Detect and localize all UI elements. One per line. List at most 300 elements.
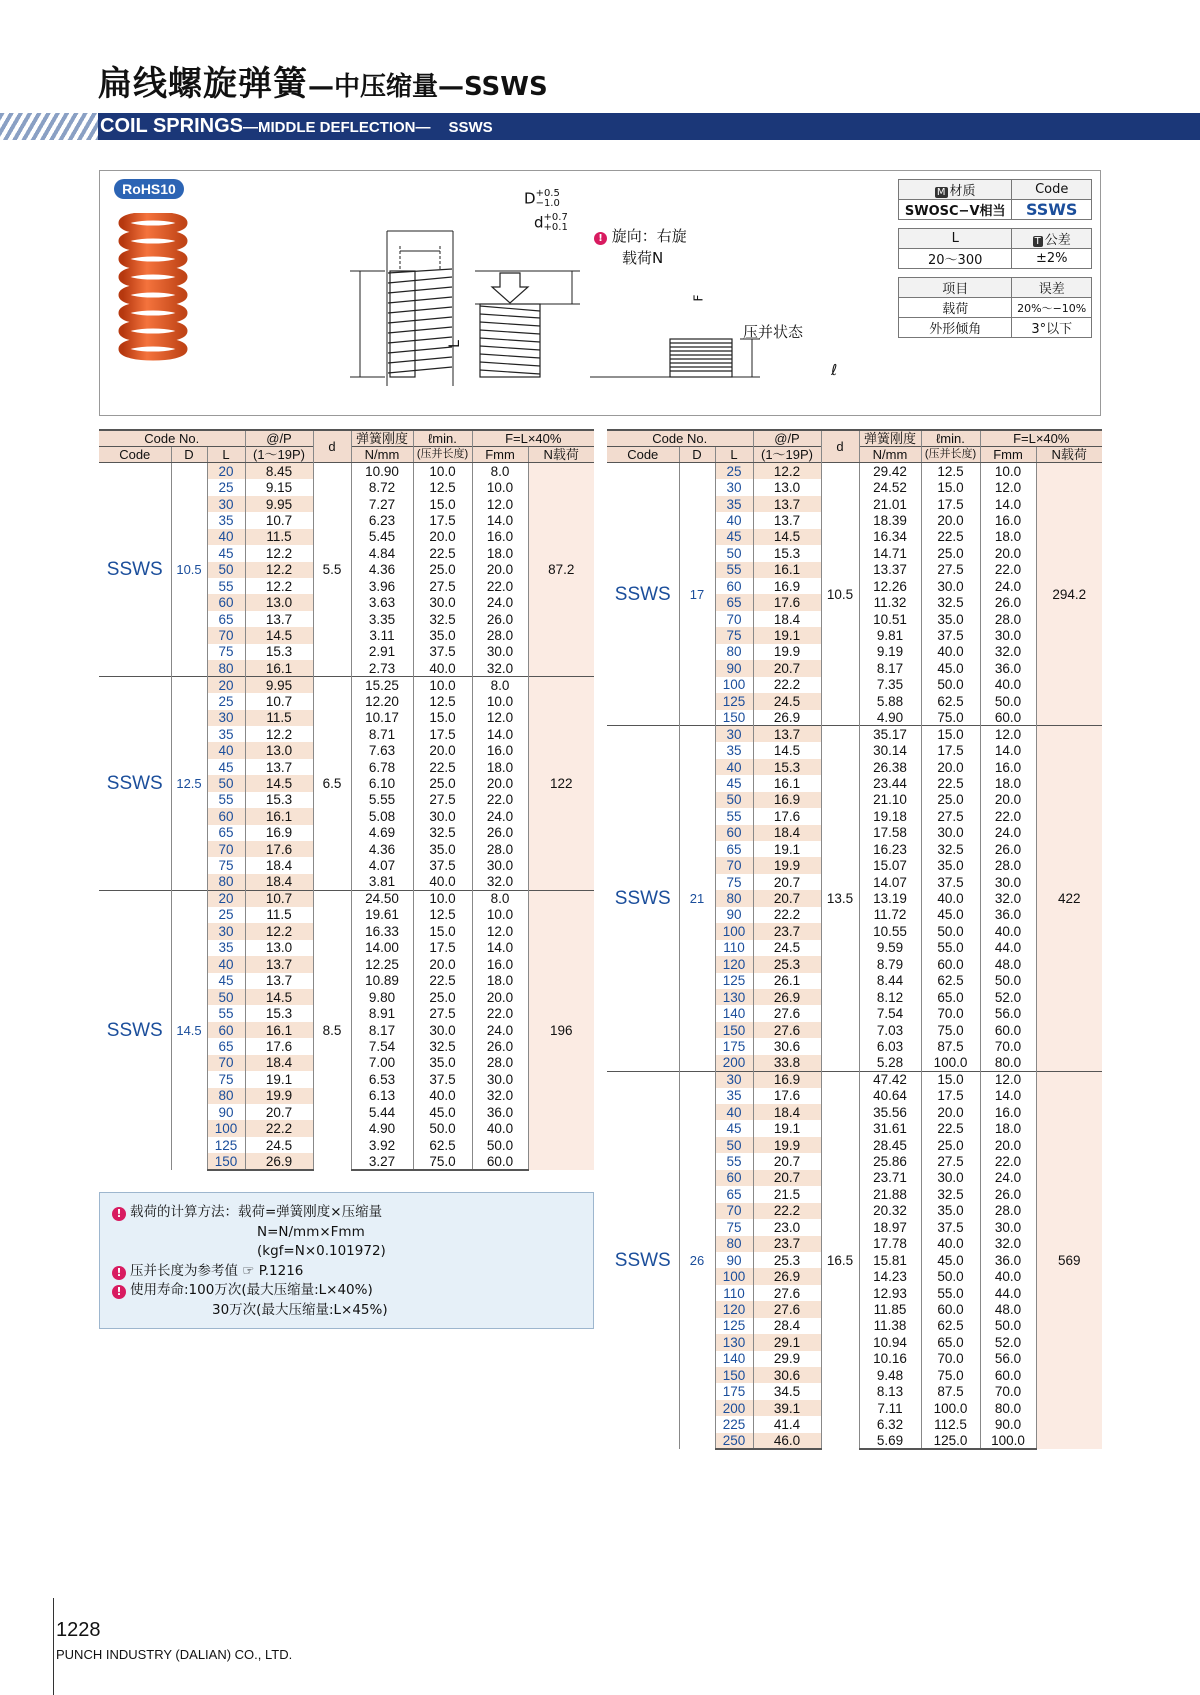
hand-pointer-icon: ☞ — [242, 1262, 255, 1279]
rate-cell: 3.27 — [351, 1153, 413, 1169]
pitch-cell: 18.4 — [245, 857, 313, 873]
solid-length-cell: 32.5 — [413, 1038, 472, 1054]
length-cell: 60 — [207, 594, 245, 610]
outer-d-cell: 17 — [679, 463, 715, 726]
length-cell: 75 — [207, 644, 245, 660]
pitch-cell: 19.1 — [753, 841, 821, 857]
deflection-cell: 70.0 — [980, 1038, 1036, 1054]
deflection-cell: 20.0 — [472, 562, 528, 578]
pitch-cell: 23.7 — [753, 1236, 821, 1252]
rate-cell: 11.85 — [859, 1301, 921, 1317]
length-cell: 45 — [715, 1120, 753, 1136]
th-fl: F=L×40% — [980, 430, 1102, 447]
pitch-cell: 12.2 — [245, 726, 313, 742]
solid-length-cell: 30.0 — [413, 594, 472, 610]
pitch-cell: 20.7 — [245, 1104, 313, 1120]
rate-cell: 8.12 — [859, 989, 921, 1005]
deflection-cell: 26.0 — [472, 611, 528, 627]
length-cell: 35 — [715, 742, 753, 758]
rate-cell: 5.88 — [859, 693, 921, 709]
winding-note — [594, 225, 687, 246]
outer-d-cell: 14.5 — [171, 890, 207, 1169]
note-solid-length — [112, 1262, 581, 1282]
solid-length-cell: 10.0 — [413, 890, 472, 906]
note-3: 使用寿命:100万次(最大压缩量:L×40%) — [130, 1282, 373, 1298]
pitch-cell: 28.4 — [753, 1318, 821, 1334]
solid-length-cell: 45.0 — [921, 660, 980, 676]
deflection-cell: 26.0 — [980, 1186, 1036, 1202]
material-icon: M — [936, 187, 946, 198]
length-cell: 60 — [715, 1170, 753, 1186]
rate-cell: 12.26 — [859, 578, 921, 594]
deflection-cell: 28.0 — [472, 841, 528, 857]
rate-cell: 19.18 — [859, 808, 921, 824]
length-cell: 100 — [715, 677, 753, 693]
rate-cell: 3.11 — [351, 627, 413, 643]
pitch-cell: 22.2 — [245, 1120, 313, 1136]
deflection-cell: 24.0 — [472, 808, 528, 824]
pitch-cell: 41.4 — [753, 1416, 821, 1432]
rate-cell: 9.81 — [859, 627, 921, 643]
rate-cell: 7.11 — [859, 1400, 921, 1416]
pitch-cell: 13.7 — [753, 512, 821, 528]
title-en-sub: —MIDDLE DEFLECTION— — [243, 119, 431, 136]
solid-length-cell: 65.0 — [921, 1334, 980, 1350]
load-item: 载荷 — [899, 298, 1012, 318]
solid-length-cell: 62.5 — [921, 973, 980, 989]
solid-length-cell: 27.5 — [921, 808, 980, 824]
deflection-cell: 18.0 — [472, 973, 528, 989]
length-cell: 60 — [715, 825, 753, 841]
outer-d-cell: 10.5 — [171, 463, 207, 677]
dim-D — [524, 189, 560, 209]
length-tolerance: ±2% — [1012, 249, 1092, 269]
pitch-cell: 16.1 — [245, 808, 313, 824]
deflection-cell: 20.0 — [472, 775, 528, 791]
rate-cell: 7.03 — [859, 1022, 921, 1038]
rate-cell: 12.93 — [859, 1285, 921, 1301]
pitch-cell: 19.1 — [753, 627, 821, 643]
deflection-cell: 18.0 — [472, 545, 528, 561]
rate-cell: 14.00 — [351, 940, 413, 956]
pitch-cell: 14.5 — [753, 529, 821, 545]
pitch-cell: 13.7 — [245, 956, 313, 972]
deflection-cell: 14.0 — [472, 726, 528, 742]
rate-cell: 18.39 — [859, 512, 921, 528]
rate-cell: 23.44 — [859, 775, 921, 791]
pitch-cell: 27.6 — [753, 1022, 821, 1038]
length-cell: 40 — [715, 512, 753, 528]
note-3b: 30万次(最大压缩量:L×45%) — [212, 1301, 388, 1318]
length-cell: 60 — [207, 808, 245, 824]
solid-length-cell: 25.0 — [413, 989, 472, 1005]
title-cn-sub: —中压缩量—SSWS — [308, 72, 548, 102]
note-1c: (kgf=N×0.101972) — [257, 1243, 386, 1259]
rate-cell: 21.10 — [859, 792, 921, 808]
note-2: 压并长度为参考值 — [130, 1262, 238, 1279]
deflection-cell: 16.0 — [980, 512, 1036, 528]
th-nmm: N/mm — [859, 447, 921, 463]
code-hdr: Code — [1012, 180, 1092, 200]
load-cell: 569 — [1036, 1071, 1102, 1449]
deflection-cell: 22.0 — [980, 1153, 1036, 1169]
th-pitch: @/P — [245, 430, 313, 447]
length-cell: 55 — [207, 792, 245, 808]
solid-length-cell: 40.0 — [413, 874, 472, 890]
note-2-ref[interactable]: P.1216 — [258, 1262, 304, 1279]
th-pitch: @/P — [753, 430, 821, 447]
th-lmin2: (压并长度) — [413, 447, 472, 463]
deflection-cell: 48.0 — [980, 956, 1036, 972]
rate-cell: 8.44 — [859, 973, 921, 989]
length-cell: 80 — [715, 890, 753, 906]
pitch-cell: 15.3 — [245, 792, 313, 808]
solid-length-cell: 15.0 — [413, 710, 472, 726]
solid-length-cell: 40.0 — [921, 890, 980, 906]
solid-length-cell: 50.0 — [413, 1120, 472, 1136]
code-cell: SSWS — [99, 677, 171, 891]
deflection-cell: 44.0 — [980, 940, 1036, 956]
th-nload: N载荷 — [528, 447, 594, 463]
rate-cell: 5.55 — [351, 792, 413, 808]
wire-d-cell: 8.5 — [313, 890, 351, 1169]
length-cell: 65 — [715, 841, 753, 857]
rate-cell: 3.35 — [351, 611, 413, 627]
pitch-cell: 33.8 — [753, 1055, 821, 1071]
notes-box — [99, 1192, 594, 1329]
length-cell: 40 — [715, 1104, 753, 1120]
solid-length-cell: 60.0 — [921, 1301, 980, 1317]
deflection-cell: 60.0 — [980, 1022, 1036, 1038]
length-cell: 125 — [715, 1318, 753, 1334]
rate-cell: 4.90 — [351, 1120, 413, 1136]
length-cell: 75 — [207, 1071, 245, 1087]
pitch-cell: 20.7 — [753, 1153, 821, 1169]
pitch-cell: 16.9 — [753, 578, 821, 594]
length-cell: 50 — [715, 792, 753, 808]
deflection-cell: 24.0 — [472, 594, 528, 610]
length-cell: 70 — [715, 611, 753, 627]
length-cell: 90 — [715, 1252, 753, 1268]
pitch-cell: 27.6 — [753, 1005, 821, 1021]
dim-D-label: D — [524, 189, 536, 208]
pitch-cell: 15.3 — [753, 545, 821, 561]
wire-d-cell: 16.5 — [821, 1071, 859, 1449]
dim-d — [534, 213, 568, 233]
solid-length-cell: 27.5 — [413, 1005, 472, 1021]
solid-length-cell: 37.5 — [413, 644, 472, 660]
wire-d-cell: 13.5 — [821, 726, 859, 1071]
deflection-cell: 10.0 — [472, 479, 528, 495]
rate-cell: 31.61 — [859, 1120, 921, 1136]
pitch-cell: 16.9 — [245, 825, 313, 841]
rate-cell: 7.00 — [351, 1055, 413, 1071]
rate-cell: 9.48 — [859, 1367, 921, 1383]
deflection-cell: 32.0 — [980, 1236, 1036, 1252]
deflection-cell: 8.0 — [472, 463, 528, 479]
deflection-cell: 12.0 — [472, 710, 528, 726]
th-code-no: Code No. — [607, 430, 753, 447]
pitch-cell: 16.1 — [245, 660, 313, 676]
deflection-cell: 12.0 — [472, 923, 528, 939]
solid-length-cell: 62.5 — [921, 1318, 980, 1334]
item-hdr: 项目 — [899, 278, 1012, 298]
rate-cell: 8.13 — [859, 1383, 921, 1399]
th-D: D — [679, 447, 715, 463]
th-lmin: ℓmin. — [413, 430, 472, 447]
solid-length-cell: 55.0 — [921, 1285, 980, 1301]
rate-cell: 7.35 — [859, 677, 921, 693]
pitch-cell: 13.0 — [245, 594, 313, 610]
solid-length-cell: 25.0 — [921, 1137, 980, 1153]
deflection-cell: 24.0 — [980, 1170, 1036, 1186]
rate-cell: 15.81 — [859, 1252, 921, 1268]
length-cell: 80 — [715, 644, 753, 660]
rate-cell: 4.84 — [351, 545, 413, 561]
pitch-cell: 11.5 — [245, 710, 313, 726]
wire-d-cell: 5.5 — [313, 463, 351, 677]
spec-table-left — [99, 429, 594, 1171]
rate-cell: 11.72 — [859, 907, 921, 923]
title-cn: 扁线螺旋弹簧 — [98, 64, 308, 104]
deflection-cell: 56.0 — [980, 1005, 1036, 1021]
info-icon: ! — [112, 1266, 126, 1280]
deflection-cell: 36.0 — [472, 1104, 528, 1120]
deflection-cell: 22.0 — [472, 578, 528, 594]
load-cell: 87.2 — [528, 463, 594, 677]
deflection-cell: 16.0 — [980, 759, 1036, 775]
table-row — [99, 677, 594, 693]
length-cell: 130 — [715, 989, 753, 1005]
deflection-cell: 14.0 — [472, 512, 528, 528]
length-cell: 45 — [207, 973, 245, 989]
rate-cell: 9.19 — [859, 644, 921, 660]
deflection-cell: 50.0 — [980, 1318, 1036, 1334]
pitch-cell: 15.3 — [753, 759, 821, 775]
length-cell: 20 — [207, 677, 245, 693]
rate-cell: 29.42 — [859, 463, 921, 479]
solid-length-cell: 37.5 — [921, 874, 980, 890]
rate-cell: 7.63 — [351, 742, 413, 758]
pitch-cell: 17.6 — [753, 1088, 821, 1104]
length-cell: 35 — [207, 512, 245, 528]
code-cell: SSWS — [607, 726, 679, 1071]
rate-cell: 5.08 — [351, 808, 413, 824]
tolerance-hdr — [1012, 229, 1092, 249]
deflection-cell: 22.0 — [472, 1005, 528, 1021]
pitch-cell: 11.5 — [245, 529, 313, 545]
pitch-cell: 19.9 — [753, 1137, 821, 1153]
rate-cell: 2.91 — [351, 644, 413, 660]
pitch-cell: 27.6 — [753, 1301, 821, 1317]
rate-cell: 7.54 — [351, 1038, 413, 1054]
rate-cell: 6.78 — [351, 759, 413, 775]
th-nmm: N/mm — [351, 447, 413, 463]
rate-cell: 21.88 — [859, 1186, 921, 1202]
dim-D-tol-minus: −1.0 — [535, 198, 560, 209]
length-cell: 50 — [207, 562, 245, 578]
spec-table — [898, 179, 1092, 338]
rate-cell: 19.61 — [351, 907, 413, 923]
rate-cell: 12.20 — [351, 693, 413, 709]
rate-cell: 4.36 — [351, 562, 413, 578]
length-cell: 40 — [715, 759, 753, 775]
code-cell: SSWS — [99, 890, 171, 1169]
solid-length-cell: 17.5 — [921, 742, 980, 758]
solid-length-cell: 35.0 — [921, 611, 980, 627]
rate-cell: 13.37 — [859, 562, 921, 578]
deflection-cell: 20.0 — [472, 989, 528, 1005]
rate-cell: 5.45 — [351, 529, 413, 545]
tilt-item: 外形倾角 — [899, 318, 1012, 338]
rate-cell: 15.07 — [859, 857, 921, 873]
rate-cell: 16.33 — [351, 923, 413, 939]
deflection-cell: 60.0 — [980, 710, 1036, 726]
rohs-badge: RoHS10 — [114, 179, 184, 199]
deflection-cell: 70.0 — [980, 1383, 1036, 1399]
rate-cell: 10.55 — [859, 923, 921, 939]
deflection-cell: 40.0 — [980, 1268, 1036, 1284]
deflection-cell: 30.0 — [980, 874, 1036, 890]
deflection-cell: 16.0 — [980, 1104, 1036, 1120]
rate-cell: 10.94 — [859, 1334, 921, 1350]
deflection-cell: 8.0 — [472, 890, 528, 906]
solid-length-cell: 37.5 — [413, 857, 472, 873]
length-cell: 175 — [715, 1038, 753, 1054]
length-cell: 55 — [207, 578, 245, 594]
table-row — [607, 726, 1102, 742]
deflection-cell: 18.0 — [980, 775, 1036, 791]
pitch-cell: 26.9 — [753, 1268, 821, 1284]
deflection-cell: 30.0 — [472, 644, 528, 660]
length-cell: 75 — [207, 857, 245, 873]
wire-d-cell: 10.5 — [821, 463, 859, 726]
pitch-cell: 19.1 — [753, 1120, 821, 1136]
pitch-cell: 23.0 — [753, 1219, 821, 1235]
solid-length-cell: 12.5 — [413, 479, 472, 495]
length-cell: 150 — [715, 710, 753, 726]
length-cell: 150 — [207, 1153, 245, 1169]
dim-d-label: d — [534, 213, 544, 232]
solid-length-cell: 45.0 — [413, 1104, 472, 1120]
deflection-cell: 8.0 — [472, 677, 528, 693]
pitch-cell: 20.7 — [753, 874, 821, 890]
solid-length-cell: 37.5 — [921, 1219, 980, 1235]
th-L: L — [207, 447, 245, 463]
th-fmm: Fmm — [472, 447, 528, 463]
pitch-cell: 14.5 — [245, 627, 313, 643]
load-cell: 196 — [528, 890, 594, 1169]
solid-length-cell: 20.0 — [413, 956, 472, 972]
rate-cell: 3.81 — [351, 874, 413, 890]
solid-length-cell: 37.5 — [921, 627, 980, 643]
page-title — [98, 56, 548, 105]
deflection-cell: 14.0 — [980, 496, 1036, 512]
th-lmin2: (压并长度) — [921, 447, 980, 463]
solid-length-cell: 15.0 — [921, 1071, 980, 1087]
rate-cell: 8.17 — [859, 660, 921, 676]
length-range: 20～300 — [899, 249, 1012, 269]
solid-length-cell: 22.5 — [413, 759, 472, 775]
solid-length-cell: 22.5 — [921, 775, 980, 791]
pitch-cell: 9.95 — [245, 496, 313, 512]
pitch-cell: 19.1 — [245, 1071, 313, 1087]
outer-d-cell: 12.5 — [171, 677, 207, 891]
pitch-cell: 12.2 — [753, 463, 821, 479]
length-cell: 50 — [715, 545, 753, 561]
solid-length-cell: 87.5 — [921, 1383, 980, 1399]
length-cell: 25 — [715, 463, 753, 479]
outer-d-cell: 26 — [679, 1071, 715, 1449]
length-cell: 75 — [715, 627, 753, 643]
pitch-cell: 27.6 — [753, 1285, 821, 1301]
deflection-cell: 28.0 — [980, 611, 1036, 627]
solid-length-cell: 75.0 — [413, 1153, 472, 1169]
pitch-cell: 13.7 — [753, 496, 821, 512]
deflection-cell: 28.0 — [472, 627, 528, 643]
solid-length-cell: 32.5 — [413, 825, 472, 841]
rate-cell: 24.52 — [859, 479, 921, 495]
solid-length-cell: 12.5 — [921, 463, 980, 479]
solid-length-cell: 30.0 — [921, 1170, 980, 1186]
length-cell: 35 — [715, 1088, 753, 1104]
deflection-cell: 30.0 — [980, 627, 1036, 643]
rate-cell: 24.50 — [351, 890, 413, 906]
pitch-cell: 18.4 — [245, 1055, 313, 1071]
info-icon: ! — [112, 1207, 126, 1221]
deflection-cell: 16.0 — [472, 529, 528, 545]
pitch-cell: 26.9 — [753, 710, 821, 726]
pitch-cell: 19.9 — [245, 1088, 313, 1104]
deflection-cell: 26.0 — [472, 825, 528, 841]
pitch-cell: 12.2 — [245, 545, 313, 561]
deflection-cell: 36.0 — [980, 1252, 1036, 1268]
deflection-cell: 60.0 — [472, 1153, 528, 1169]
length-cell: 40 — [207, 742, 245, 758]
rate-cell: 3.63 — [351, 594, 413, 610]
deflection-cell: 26.0 — [980, 841, 1036, 857]
th-code-no: Code No. — [99, 430, 245, 447]
rate-cell: 16.34 — [859, 529, 921, 545]
deflection-cell: 52.0 — [980, 989, 1036, 1005]
rate-cell: 10.16 — [859, 1351, 921, 1367]
pitch-cell: 10.7 — [245, 890, 313, 906]
solid-length-cell: 70.0 — [921, 1005, 980, 1021]
pitch-cell: 30.6 — [753, 1038, 821, 1054]
th-rate: 弹簧刚度 — [351, 430, 413, 447]
length-cell: 90 — [207, 1104, 245, 1120]
length-cell: 110 — [715, 1285, 753, 1301]
l-small-label: ℓ — [831, 361, 838, 379]
deflection-cell: 36.0 — [980, 907, 1036, 923]
solid-length-cell: 62.5 — [921, 693, 980, 709]
length-cell: 75 — [715, 1219, 753, 1235]
pitch-cell: 19.9 — [753, 857, 821, 873]
rate-cell: 5.28 — [859, 1055, 921, 1071]
length-cell: 65 — [715, 1186, 753, 1202]
material-value: SWOSC−V相当 — [899, 200, 1012, 220]
th-nload: N载荷 — [1036, 447, 1102, 463]
material-hdr-text: 材质 — [949, 184, 976, 199]
pitch-cell: 14.5 — [245, 989, 313, 1005]
pitch-cell: 16.1 — [753, 775, 821, 791]
deflection-cell: 60.0 — [980, 1367, 1036, 1383]
solid-length-cell: 70.0 — [921, 1351, 980, 1367]
figure-box — [99, 170, 1101, 416]
deflection-cell: 52.0 — [980, 1334, 1036, 1350]
length-cell: 70 — [207, 1055, 245, 1071]
length-cell: 20 — [207, 890, 245, 906]
